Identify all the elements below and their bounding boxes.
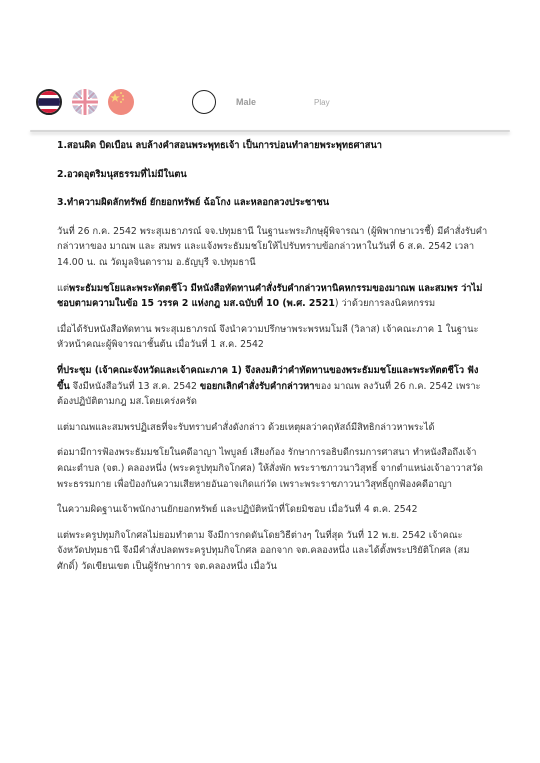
paragraph-2	[57, 281, 489, 312]
top-blank-area	[0, 0, 540, 78]
paragraph-4-bold-c: ขอยกเลิกคำสั่งรับคำกล่าวหา	[199, 380, 315, 392]
paragraph-4-bold-a: ที่ประชุม (เจ้าคณะจังหวัดและเจ้าคณะภาค 1) จึงลงมติว่าคำทัดทานของพระธัมมชโยและพระทัตตชีโว ฟังขึ้น	[57, 364, 479, 392]
toolbar-divider	[30, 130, 510, 132]
voice-mode-label: Male	[236, 97, 257, 107]
paragraph-4-text-b: จึงมีหนังสือวันที่ 13 ส.ค. 2542	[69, 380, 200, 392]
paragraph-6: ต่อมามีการฟ้องพระธัมมชโยในคดีอาญา ไพบูลย์ เสียงก้อง รักษาการอธิบดีกรมการศาสนา ทำหนังสือถึงเจ้าคณะตำบล (จต.) คลองหนึ่ง (พระครูปทุมกิจโกศล) ให้สั่งพัก พระราชภาวนาวิสุทธิ์ จากตำแหน่งเจ้าอาวาสวัดพระธรรมกาย เพื่อป้องกันความเสียหายอันอาจเกิดแก่วัด เพราะพระราชภาวนาวิสุทธิ์ถูกฟ้องคดีอาญา	[57, 447, 483, 490]
paragraph-7: ในความผิดฐานเจ้าพนักงานยักยอกทรัพย์ และปฏิบัติหน้าที่โดยมิชอบ เมื่อวันที่ 4 ต.ค. 2542	[57, 504, 418, 516]
heading-1: 1.สอนผิด บิดเบือน ลบล้างคำสอนพระพุทธเจ้า เป็นการบ่อนทำลายพระพุทธศาสนา	[57, 140, 383, 151]
thai-flag-icon[interactable]	[36, 89, 62, 115]
article-content	[57, 138, 489, 584]
china-flag-icon[interactable]	[108, 89, 134, 115]
uk-flag-icon[interactable]	[72, 89, 98, 115]
paragraph-4-text-d: ของ มาณพ ลงวันที่ 26 ก.ค. 2542 เพราะต้องปฏิบัติตามกฎ มส.โดยเคร่งครัด	[57, 380, 481, 408]
paragraph-2-bold: พระธัมมชโยและพระทัตตชีโว มีหนังสือทัดทานคำสั่งรับคำกล่าวหานิคหกรรมของมาณพ และสมพร ว่าไม่ชอบตามความในข้อ 15 วรรค 2 แห่งกฎ มส.ฉบับที่ 10 (พ.ศ. 2521	[57, 282, 483, 310]
paragraph-5: แต่มาณพและสมพรปฏิเสธที่จะรับทราบคำสั่งดังกล่าว ด้วยเหตุผลว่าคฤหัสถ์มีสิทธิกล่าวหาพระได้	[57, 421, 435, 433]
voice-toggle-radio[interactable]	[192, 90, 216, 114]
paragraph-2-suffix: ) ว่าด้วยการลงนิคหกรรม	[334, 298, 436, 310]
toolbar	[0, 78, 540, 126]
play-button[interactable]: Play	[314, 97, 330, 107]
paragraph-4	[57, 363, 489, 410]
paragraph-8: แต่พระครูปทุมกิจโกศลไม่ยอมทำตาม จึงมีการกดดันโดยวิธีต่างๆ ในที่สุด วันที่ 12 พ.ย. 2542 เจ้าคณะจังหวัดปทุมธานี จึงมีคำสั่งปลดพระครูปทุมกิจโกศล ออกจาก จต.คลองหนึ่ง และได้ตั้งพระปริยัติโกศล (สมศักดิ์) วัดเขียนเขต เป็นผู้รักษาการ จต.คลองหนึ่ง เมื่อวัน	[57, 529, 470, 572]
heading-3: 3.ทำความผิดลักทรัพย์ ยักยอกทรัพย์ ฉ้อโกง และหลอกลวงประชาชน	[57, 197, 330, 209]
paragraph-3: เมื่อได้รับหนังสือทัดทาน พระสุเมธาภรณ์ จึงนำความปรึกษาพระพรหมโมลี (วิลาส) เจ้าคณะภาค 1 ในฐานะหัวหน้าคณะผู้พิจารณาชั้นต้น เมื่อวันที่ 1 ส.ค. 2542	[57, 323, 479, 351]
paragraph-1: วันที่ 26 ก.ค. 2542 พระสุเมธาภรณ์ จจ.ปทุมธานี ในฐานะพระภิกษุผู้พิจารณา (ผู้พิพากษาเวรชี้) มีคำสั่งรับคำกล่าวหาของ มาณพ และ สมพร และแจ้งพระธัมมชโยให้ไปรับทราบข้อกล่าวหาในวันที่ 6 ส.ค. 2542 เวลา 14.00 น. ณ วัดมูลจินดาราม อ.ธัญบุรี จ.ปทุมธานี	[57, 225, 488, 268]
heading-2: 2.อวดอุตริมนุสธรรมที่ไม่มีในตน	[57, 168, 187, 180]
paragraph-2-prefix: แต่	[57, 282, 70, 294]
